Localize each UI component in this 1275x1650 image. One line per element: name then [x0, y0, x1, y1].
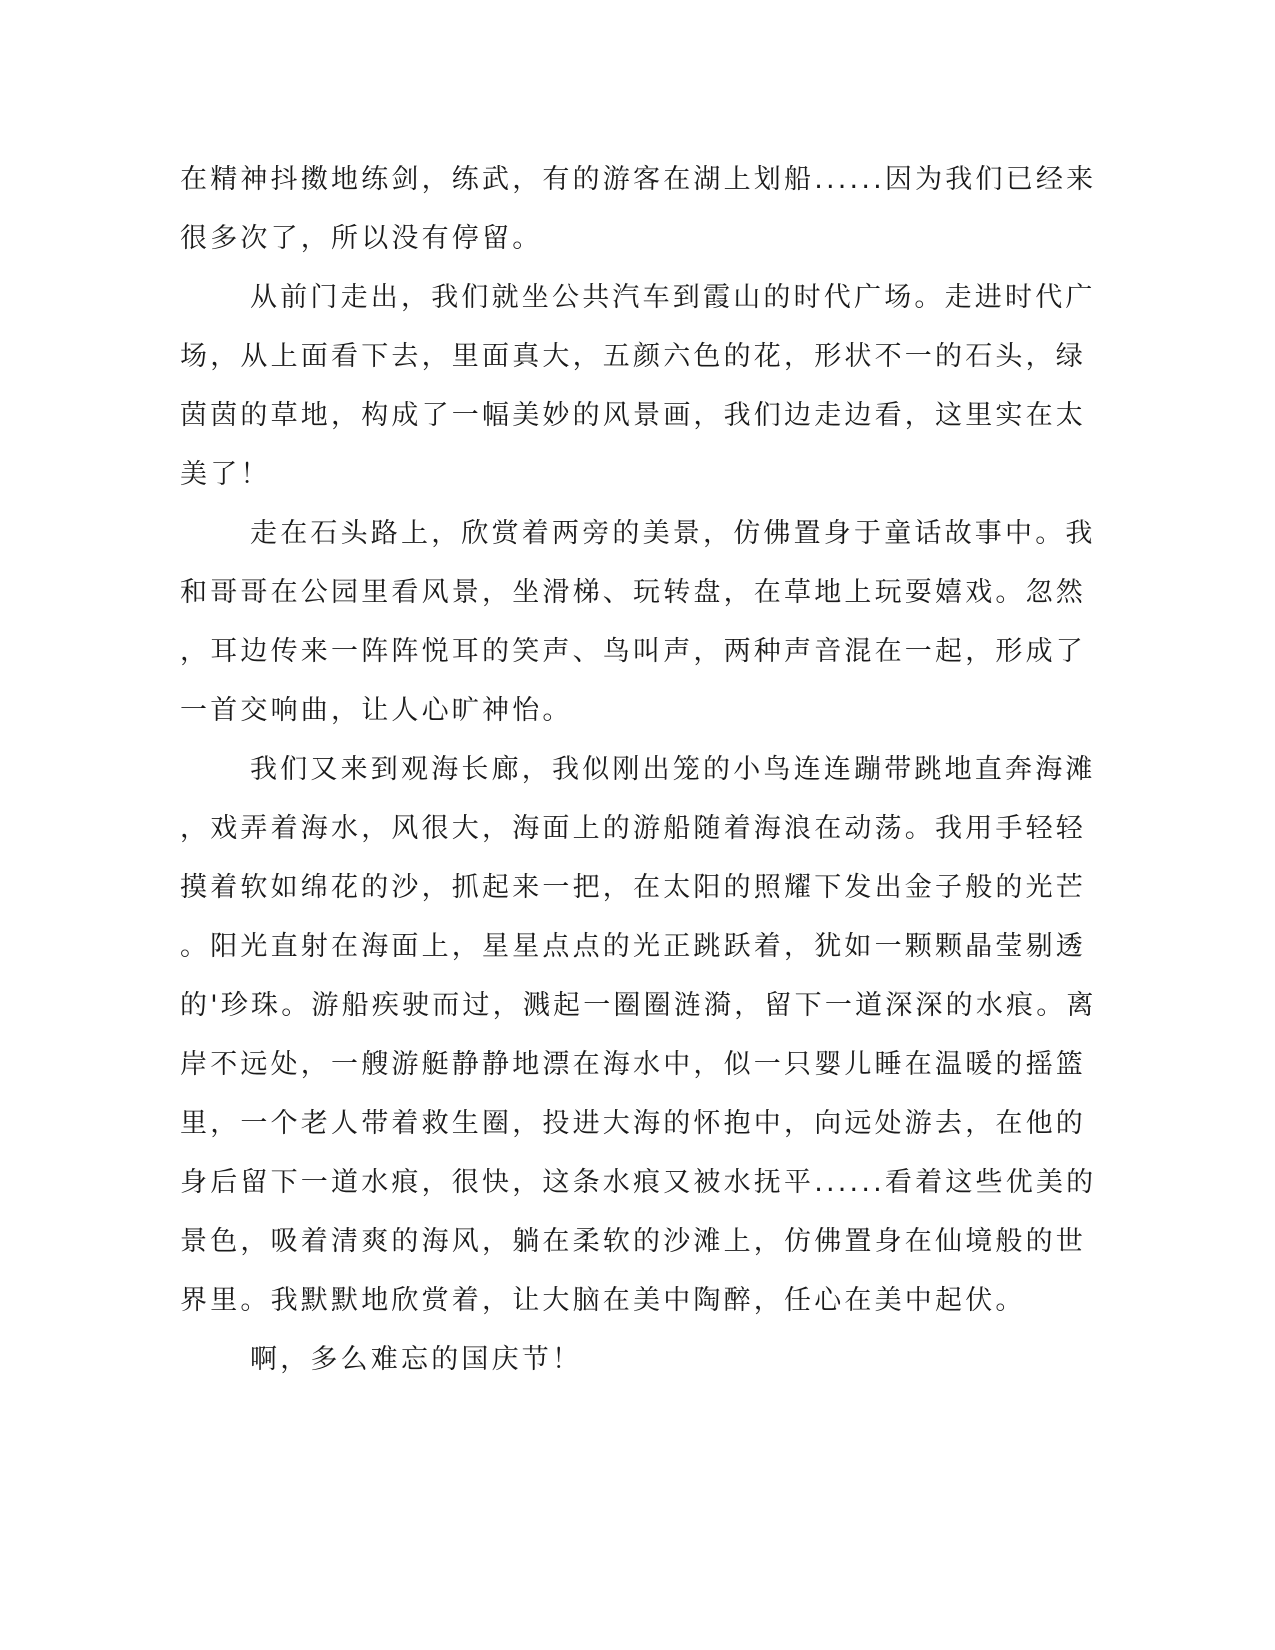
text-line: 岸不远处，一艘游艇静静地漂在海水中，似一只婴儿睡在温暖的摇篮	[180, 1049, 1086, 1080]
text-line: 的'珍珠。游船疾驶而过，溅起一圈圈涟漪，留下一道深深的水痕。离	[180, 990, 1097, 1021]
text-line: 在精神抖擞地练剑，练武，有的游客在湖上划船......因为我们已经来	[180, 164, 1097, 195]
text-line: 里，一个老人带着救生圈，投进大海的怀抱中，向远处游去，在他的	[180, 1108, 1086, 1139]
paragraph-first-line: 从前门走出，我们就坐公共汽车到霞山的时代广场。走进时代广	[250, 282, 1096, 313]
text-line: 一首交响曲，让人心旷神怡。	[180, 695, 573, 726]
text-line: 很多次了，所以没有停留。	[180, 223, 543, 254]
text-line: 和哥哥在公园里看风景，坐滑梯、玩转盘，在草地上玩耍嬉戏。忽然	[180, 577, 1086, 608]
paragraph-first-line: 我们又来到观海长廊，我似刚出笼的小鸟连连蹦带跳地直奔海滩	[250, 754, 1096, 785]
text-line: 身后留下一道水痕，很快，这条水痕又被水抚平......看着这些优美的	[180, 1167, 1097, 1198]
text-line: 美了！	[180, 459, 271, 490]
paragraph-first-line: 走在石头路上，欣赏着两旁的美景，仿佛置身于童话故事中。我	[250, 518, 1096, 549]
text-line: 。阳光直射在海面上，星星点点的光正跳跃着，犹如一颗颗晶莹剔透	[180, 931, 1086, 962]
text-line: 场，从上面看下去，里面真大，五颜六色的花，形状不一的石头，绿	[180, 341, 1086, 372]
text-line: ，戏弄着海水，风很大，海面上的游船随着海浪在动荡。我用手轻轻	[180, 813, 1086, 844]
text-line: ，耳边传来一阵阵悦耳的笑声、鸟叫声，两种声音混在一起，形成了	[180, 636, 1086, 667]
paragraph-first-line: 啊，多么难忘的国庆节！	[250, 1344, 583, 1375]
text-line: 界里。我默默地欣赏着，让大脑在美中陶醉，任心在美中起伏。	[180, 1285, 1026, 1316]
text-line: 景色，吸着清爽的海风，躺在柔软的沙滩上，仿佛置身在仙境般的世	[180, 1226, 1086, 1257]
text-line: 摸着软如绵花的沙，抓起来一把，在太阳的照耀下发出金子般的光芒	[180, 872, 1086, 903]
text-line: 茵茵的草地，构成了一幅美妙的风景画，我们边走边看，这里实在太	[180, 400, 1086, 431]
